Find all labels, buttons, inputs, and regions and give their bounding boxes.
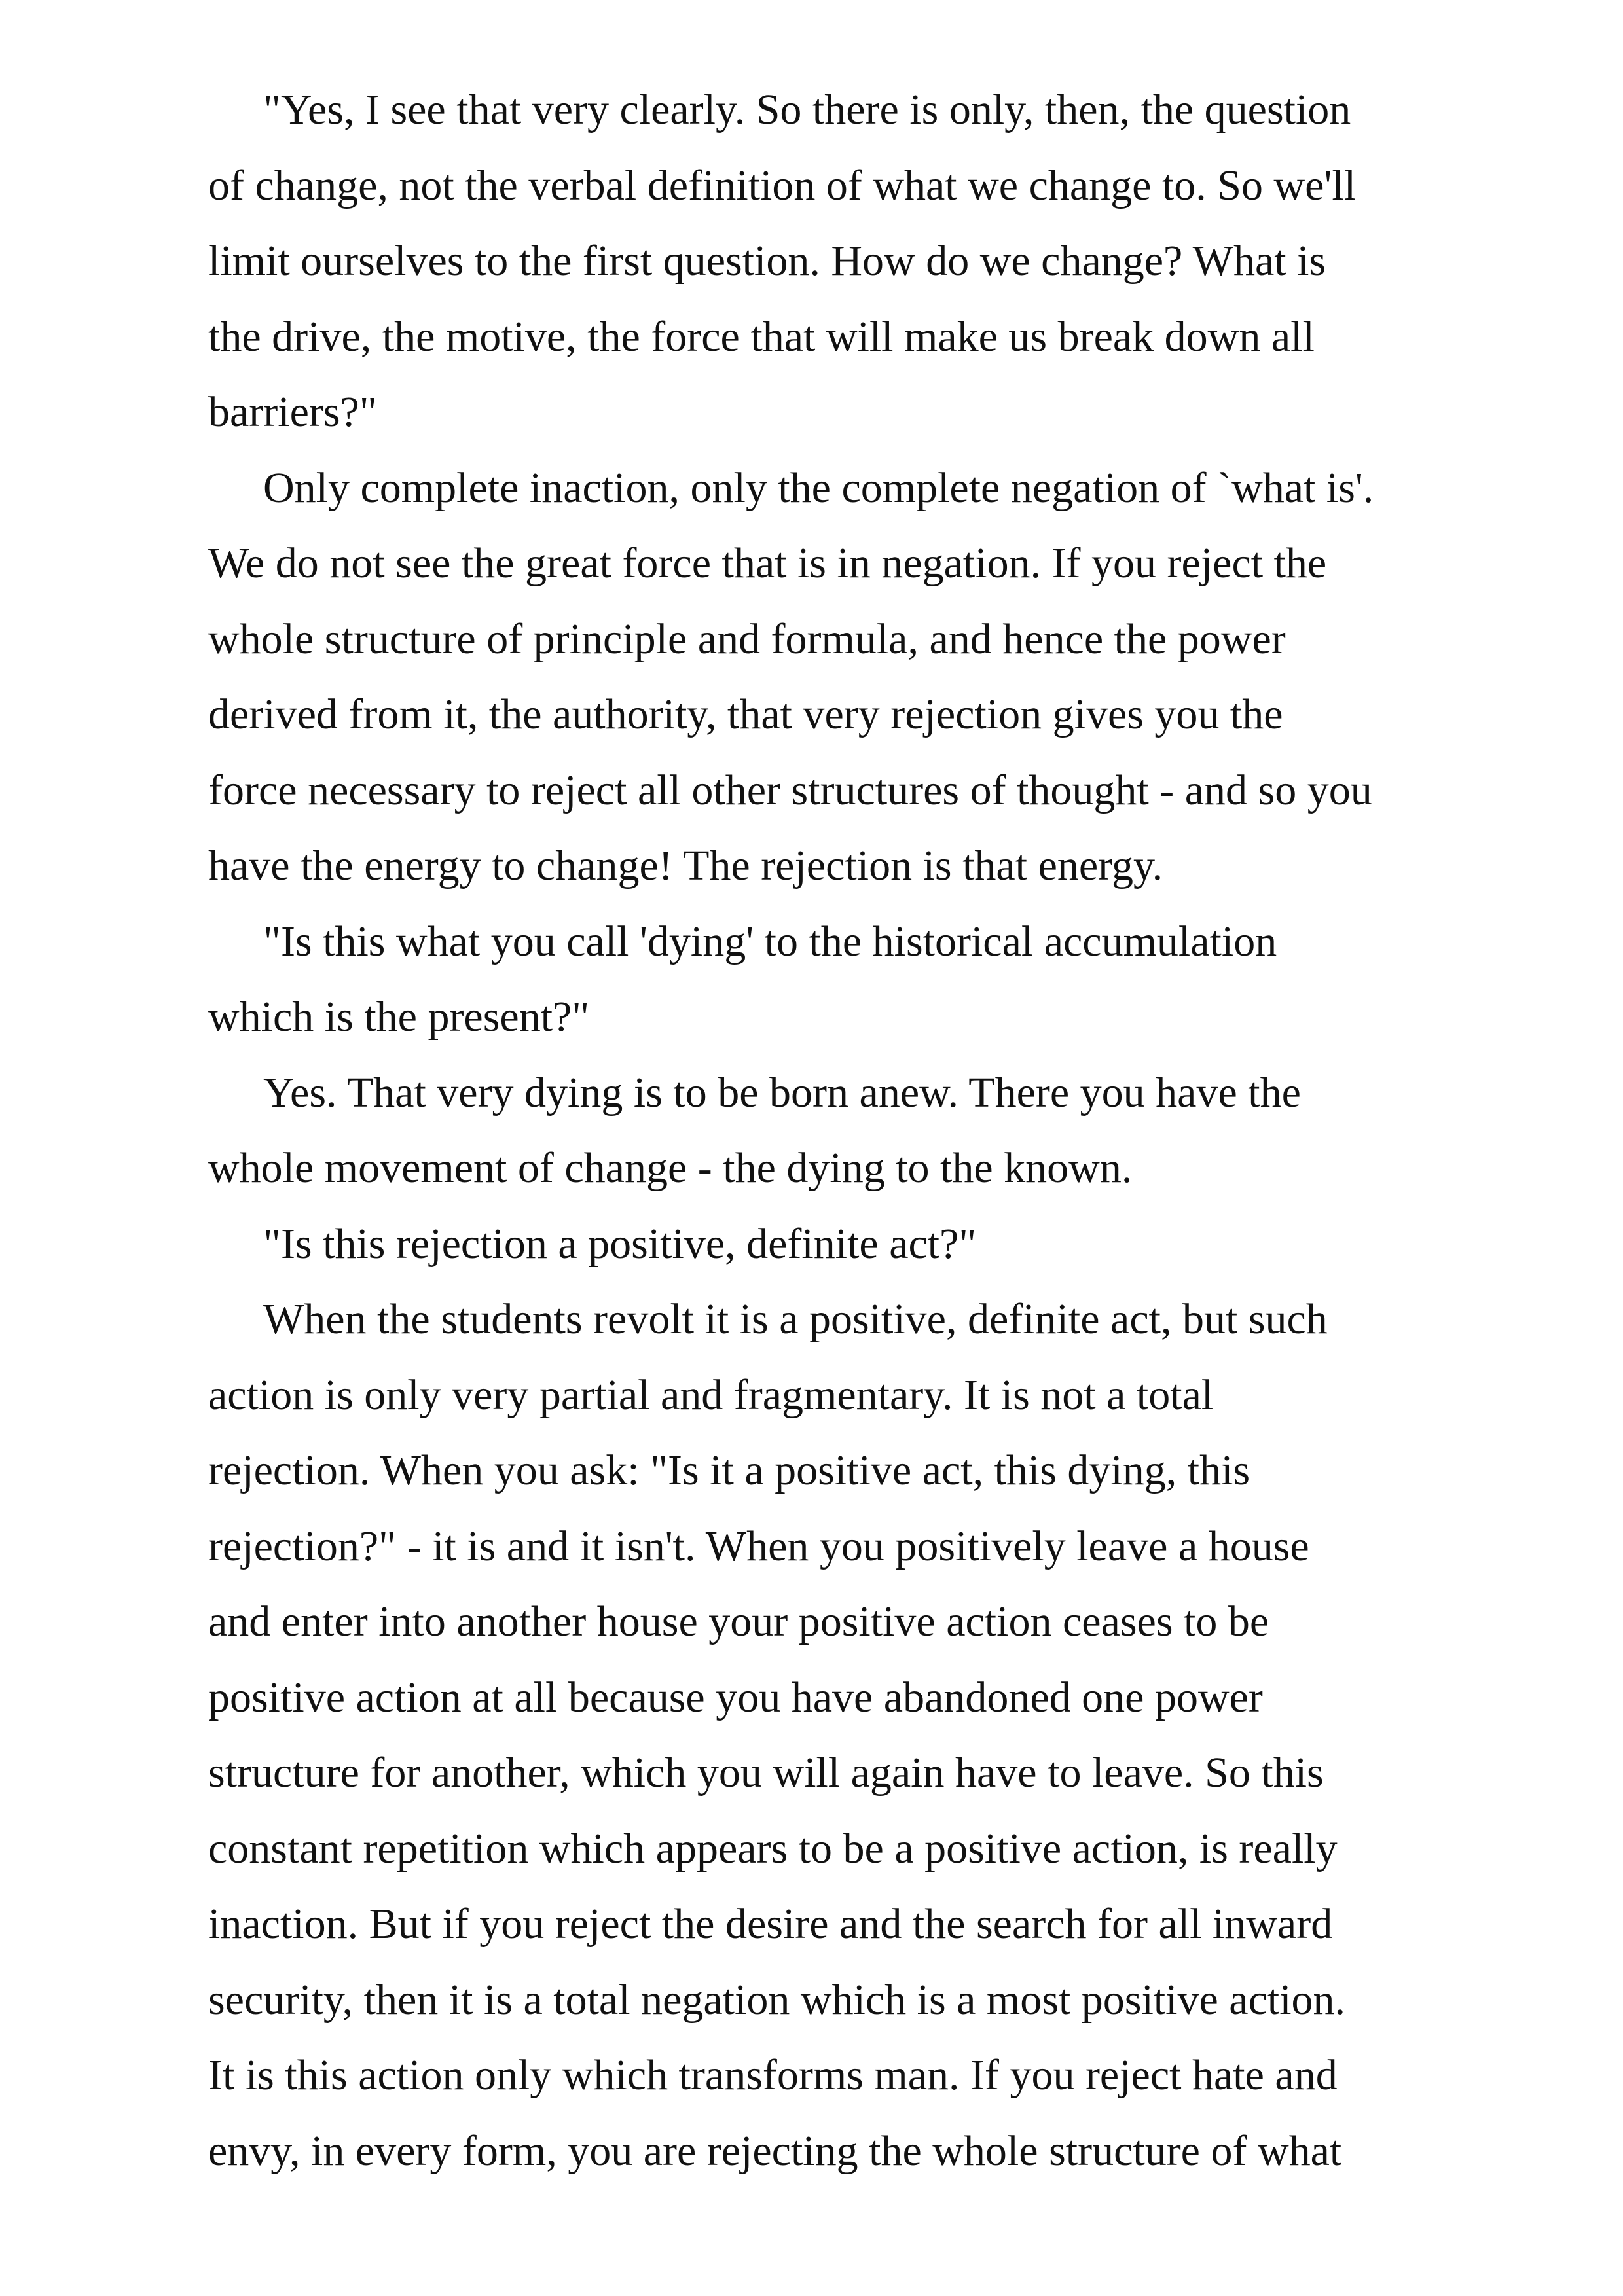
text-line: rejection. When you ask: "Is it a positive act, this dying, this [208, 1446, 1250, 1494]
text-line: which is the present?" [208, 993, 590, 1041]
text-line: It is this action only which transforms man. If you reject hate and [208, 2051, 1338, 2099]
text-line: Only complete inaction, only the complete negation of `what is'. [263, 463, 1374, 512]
text-line: envy, in every form, you are rejecting the whole structure of what [208, 2126, 1342, 2175]
text-line: whole movement of change - the dying to the known. [208, 1144, 1133, 1192]
text-line: derived from it, the authority, that very rejection gives you the [208, 691, 1283, 738]
text-line: whole structure of principle and formula, and hence the power [208, 615, 1286, 663]
document-text [208, 72, 1452, 2189]
text-line: force necessary to reject all other structures of thought - and so you [208, 766, 1372, 814]
text-line: structure for another, which you will again have to leave. So this [208, 1749, 1324, 1797]
text-line: "Yes, I see that very clearly. So there is only, then, the question [263, 86, 1351, 134]
text-line: barriers?" [208, 388, 377, 436]
text-line: When the students revolt it is a positive, definite act, but such [263, 1295, 1328, 1343]
text-line: have the energy to change! The rejection is that energy. [208, 842, 1163, 889]
text-line: of change, not the verbal definition of what we change to. So we'll [208, 161, 1357, 209]
text-line: We do not see the great force that is in negation. If you reject the [208, 539, 1327, 587]
text-line: positive action at all because you have abandoned one power [208, 1673, 1263, 1721]
text-line: "Is this what you call 'dying' to the historical accumulation [263, 917, 1277, 965]
text-line: and enter into another house your positive action ceases to be [208, 1598, 1269, 1645]
text-line: the drive, the motive, the force that will make us break down all [208, 312, 1315, 361]
text-line: security, then it is a total negation which is a most positive action. [208, 1975, 1346, 2024]
text-line: constant repetition which appears to be a positive action, is really [208, 1824, 1338, 1873]
text-line: "Is this rejection a positive, definite act?" [263, 1219, 977, 1268]
text-line: limit ourselves to the first question. How do we change? What is [208, 237, 1326, 285]
text-line: action is only very partial and fragmentary. It is not a total [208, 1371, 1214, 1419]
text-line: rejection?" - it is and it isn't. When you positively leave a house [208, 1522, 1309, 1570]
text-line: Yes. That very dying is to be born anew. There you have the [263, 1068, 1301, 1117]
text-line: inaction. But if you reject the desire and the search for all inward [208, 1900, 1333, 1948]
